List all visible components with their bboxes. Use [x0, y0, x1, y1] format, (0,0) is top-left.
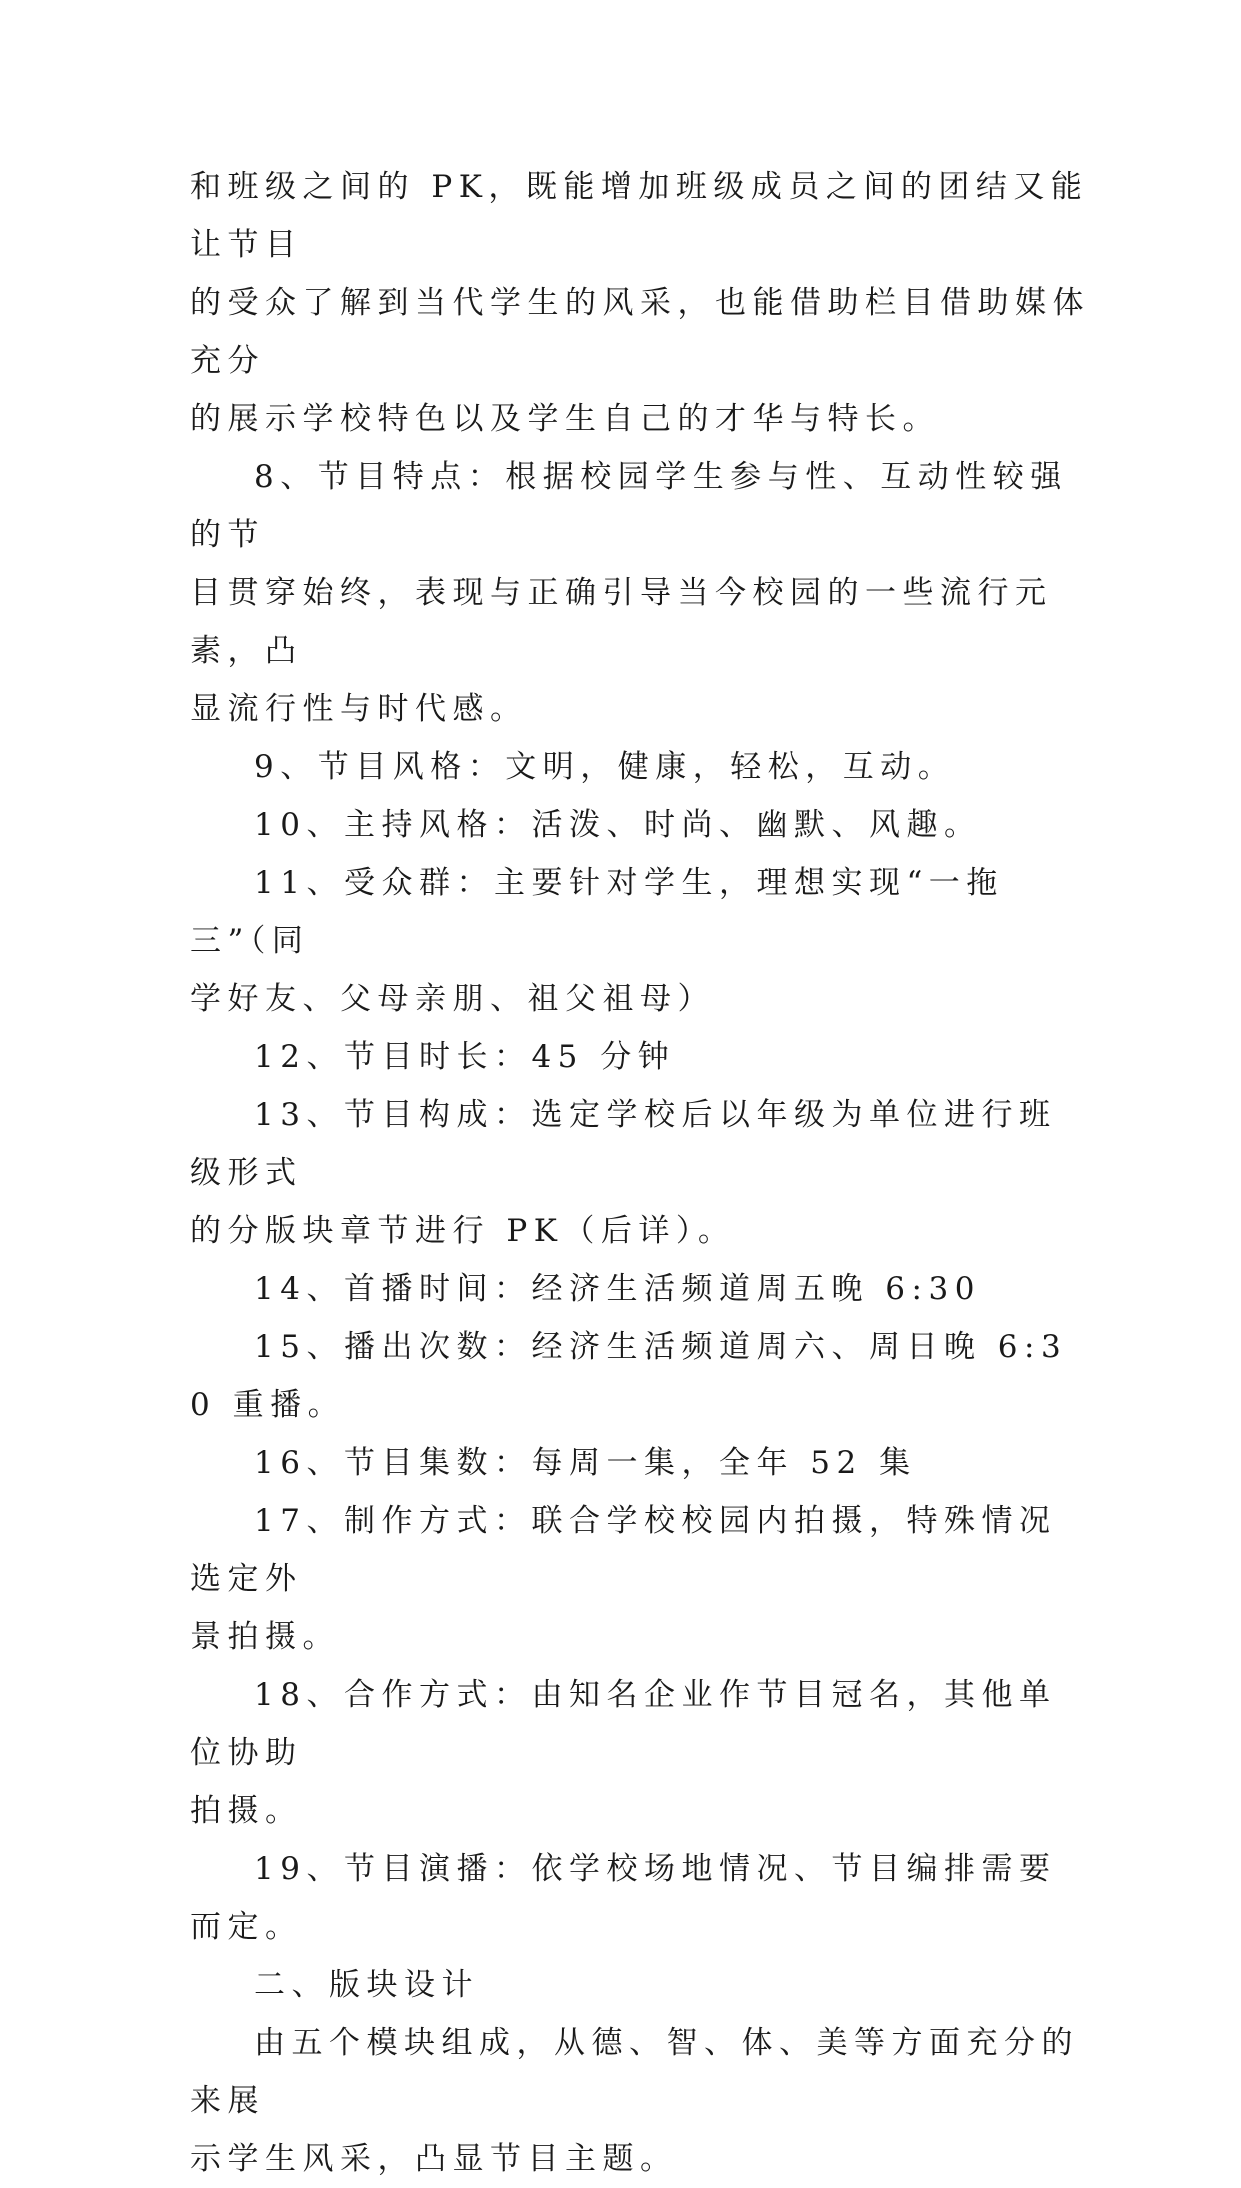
paragraph-item-17: 17、制作方式：联合学校校园内拍摄，特殊情况选定外 景拍摄。 — [190, 1503, 1057, 1655]
paragraph-item-10: 10、主持风格：活泼、时尚、幽默、风趣。 — [254, 807, 982, 843]
paragraph-item-9: 9、节目风格：文明，健康，轻松，互动。 — [254, 749, 956, 785]
section-heading: 二、版块设计 — [254, 1967, 479, 2003]
paragraph-item-14: 14、首播时间：经济生活频道周五晚 6:30 — [254, 1271, 981, 1307]
paragraph-section-intro: 由五个模块组成，从德、智、体、美等方面充分的来展 示学生风采，凸显节目主题。 — [190, 2025, 1079, 2177]
paragraph-intro-continued: 和班级之间的 PK，既能增加班级成员之间的团结又能让节目 的受众了解到当代学生的风采，也能借助栏目借助媒体充分 的展示学校特色以及学生自己的才华与特长。 — [190, 169, 1090, 437]
paragraph-item-16: 16、节目集数：每周一集，全年 52 集 — [254, 1445, 917, 1481]
document-body — [190, 158, 1090, 2188]
paragraph-item-15: 15、播出次数：经济生活频道周六、周日晚 6:30 重播。 — [190, 1329, 1068, 1423]
paragraph-item-12: 12、节目时长：45 分钟 — [254, 1039, 676, 1075]
paragraph-item-11: 11、受众群：主要针对学生，理想实现“一拖三”（同 学好友、父母亲朋、祖父祖母） — [190, 865, 1004, 1017]
paragraph-item-19: 19、节目演播：依学校场地情况、节目编排需要而定。 — [190, 1851, 1057, 1945]
paragraph-item-8: 8、节目特点：根据校园学生参与性、互动性较强的节 目贯穿始终，表现与正确引导当今校园的一些流行元素，凸 显流行性与时代感。 — [190, 459, 1068, 727]
paragraph-item-18: 18、合作方式：由知名企业作节目冠名，其他单位协助 拍摄。 — [190, 1677, 1057, 1829]
paragraph-item-13: 13、节目构成：选定学校后以年级为单位进行班级形式 的分版块章节进行 PK（后详）。 — [190, 1097, 1057, 1249]
